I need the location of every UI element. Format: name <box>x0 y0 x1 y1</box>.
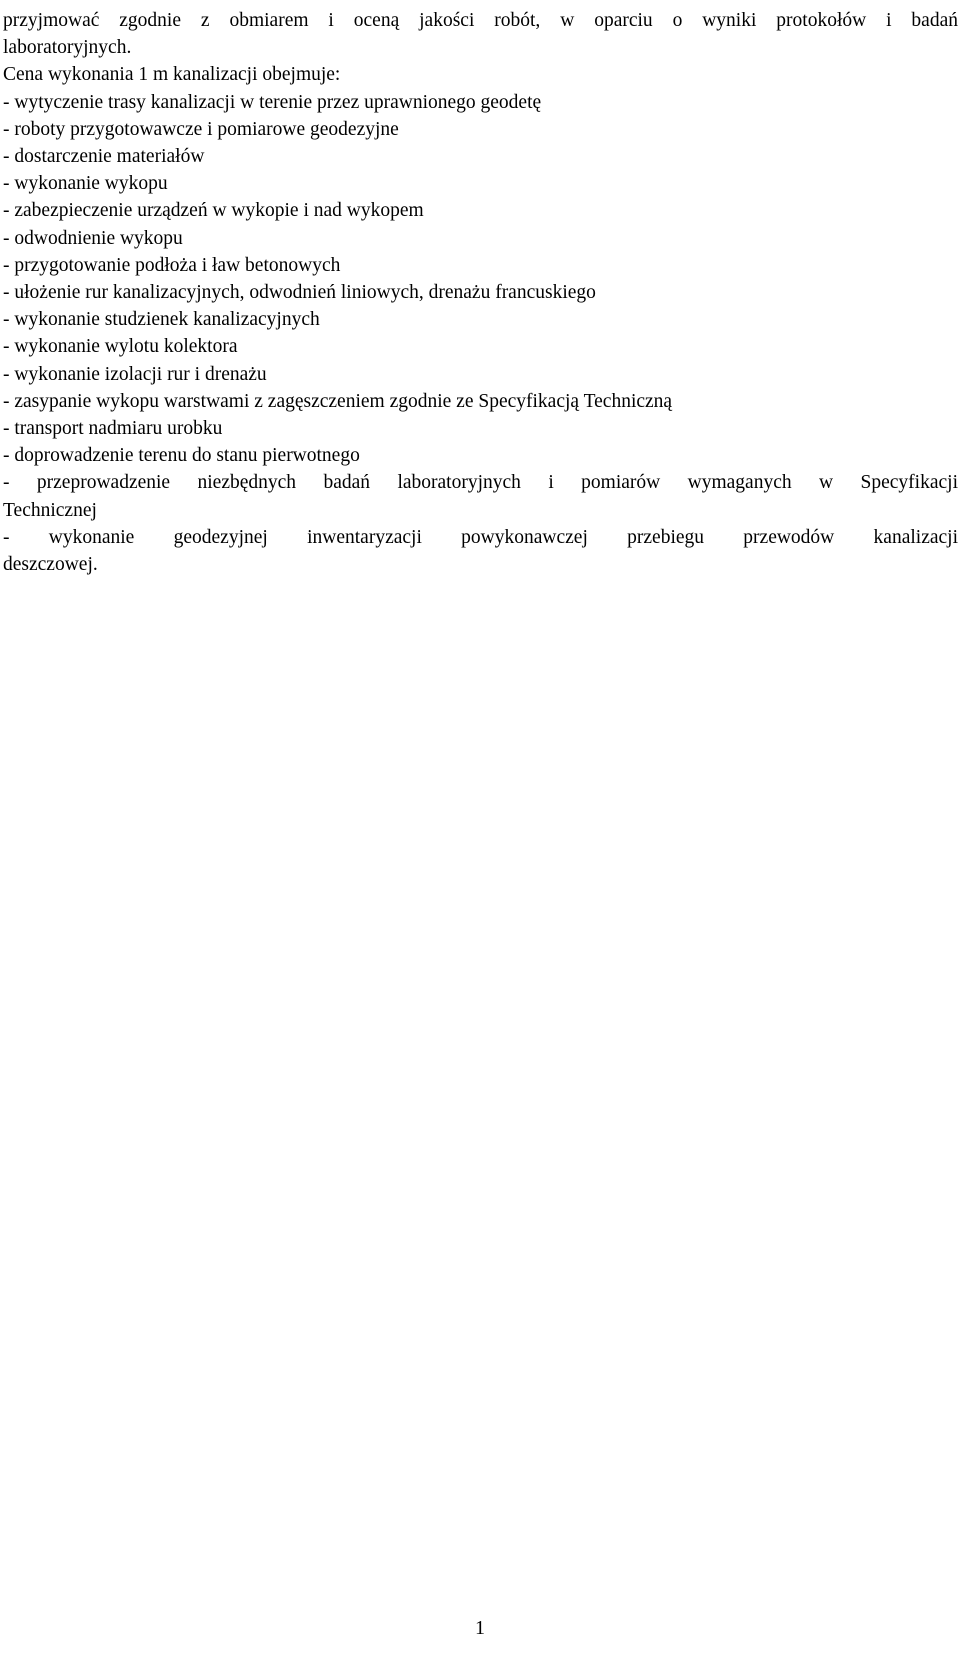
list-item: - wykonanie studzienek kanalizacyjnych <box>3 309 320 331</box>
list-item: - ułożenie rur kanalizacyjnych, odwodnień liniowych, drenażu francuskiego <box>3 282 596 304</box>
document-body <box>3 7 958 578</box>
intro-line-2: laboratoryjnych. <box>3 37 132 59</box>
list-item-long-2-line-1: - wykonanie geodezyjnej inwentaryzacji powykonawczej przebiegu przewodów kanalizacji <box>3 526 958 548</box>
intro-line-1: przyjmować zgodnie z obmiarem i oceną jakości robót, w oparciu o wyniki protokołów i badań <box>3 10 958 31</box>
list-item: - zasypanie wykopu warstwami z zagęszczeniem zgodnie ze Specyfikacją Techniczną <box>3 390 673 412</box>
list-item: - wytyczenie trasy kanalizacji w terenie przez uprawnionego geodetę <box>3 91 542 113</box>
list-item: - doprowadzenie terenu do stanu pierwotnego <box>3 445 360 467</box>
page-number: 1 <box>475 1617 485 1639</box>
list-item: - roboty przygotowawcze i pomiarowe geodezyjne <box>3 118 399 140</box>
list-item: - wykonanie izolacji rur i drenażu <box>3 363 267 385</box>
list-item: - odwodnienie wykopu <box>3 227 183 249</box>
list-item: - dostarczenie materiałów <box>3 146 205 168</box>
list-item-long-1-line-1: - przeprowadzenie niezbędnych badań laboratoryjnych i pomiarów wymaganych w Specyfikacji <box>3 472 958 494</box>
list-item: - wykonanie wykopu <box>3 173 168 195</box>
list-item-long-2-line-2: deszczowej. <box>3 554 98 576</box>
list-item-long-1-line-2: Technicznej <box>3 499 97 521</box>
section-heading: Cena wykonania 1 m kanalizacji obejmuje: <box>3 64 341 86</box>
list-item: - wykonanie wylotu kolektora <box>3 336 238 358</box>
list-item: - zabezpieczenie urządzeń w wykopie i nad wykopem <box>3 200 424 222</box>
list-item: - transport nadmiaru urobku <box>3 418 223 440</box>
list-item: - przygotowanie podłoża i ław betonowych <box>3 254 341 276</box>
